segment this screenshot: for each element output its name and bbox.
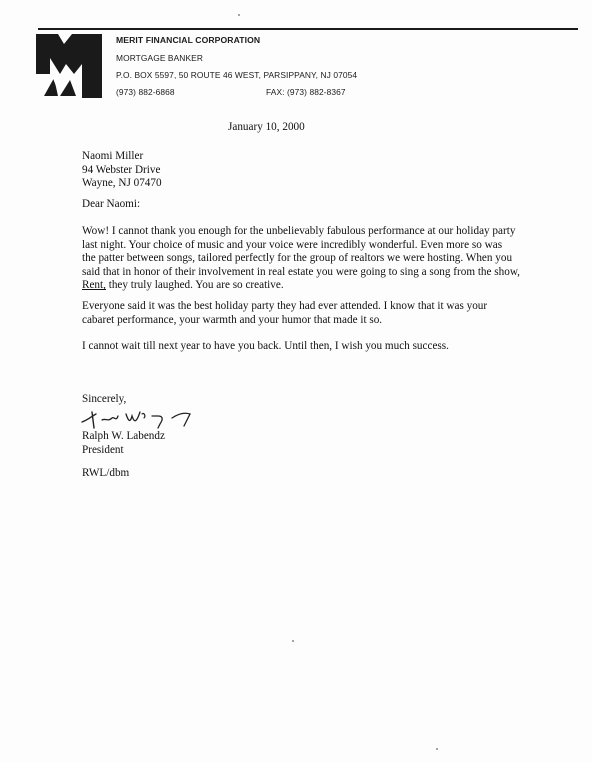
recipient-street: 94 Webster Drive	[82, 163, 161, 176]
recipient-city: Wayne, NJ 07470	[82, 177, 162, 190]
company-phone: (973) 882-6868	[116, 87, 175, 97]
paragraph-2-line-2: cabaret performance, your warmth and your humor that made it so.	[82, 313, 383, 326]
company-fax: FAX: (973) 882-8367	[266, 87, 346, 97]
paragraph-2	[82, 300, 552, 327]
recipient-address	[82, 150, 162, 191]
scan-speck	[436, 748, 438, 750]
letter-date: January 10, 2000	[228, 121, 305, 133]
signer-block	[82, 430, 165, 457]
paragraph-1-line-4: said that in honor of their involvement in real estate you were going to sing a song from the show,	[82, 265, 520, 278]
company-address: P.O. BOX 5597, 50 ROUTE 46 WEST, PARSIPPANY, NJ 07054	[116, 70, 358, 80]
company-name: MERIT FINANCIAL CORPORATION	[116, 35, 261, 45]
paragraph-1-line-3: the patter between songs, tailored perfectly for the group of realtors we were hosting. When you	[82, 252, 513, 265]
signer-title: President	[82, 443, 124, 456]
show-title-rent: Rent,	[82, 279, 106, 292]
paragraph-2-line-1: Everyone said it was the best holiday party they had ever attended. I know that it was your	[82, 300, 488, 312]
scan-speck	[292, 640, 294, 642]
paragraph-1	[82, 225, 552, 293]
closing: Sincerely,	[82, 393, 127, 405]
handwritten-signature-icon	[78, 404, 198, 432]
salutation: Dear Naomi:	[82, 198, 141, 210]
company-subtitle: MORTGAGE BANKER	[116, 53, 203, 63]
letterhead-top-rule	[38, 28, 578, 30]
paragraph-1-line-5	[82, 279, 552, 293]
paragraph-1-line-1: Wow! I cannot thank you enough for the unbelievably fabulous performance at our holiday party	[82, 225, 516, 237]
merit-m-logo-icon	[36, 30, 104, 100]
signer-name: Ralph W. Labendz	[82, 430, 165, 442]
paragraph-1-line-5-rest: they truly laughed. You are so creative.	[105, 279, 284, 292]
paragraph-1-line-2: last night. Your choice of music and your voice were incredibly wonderful. Even more so was	[82, 238, 503, 251]
recipient-name: Naomi Miller	[82, 150, 144, 162]
reference-initials: RWL/dbm	[82, 467, 130, 479]
paragraph-3-line-1: I cannot wait till next year to have you back. Until then, I wish you much success.	[82, 340, 449, 352]
paragraph-3	[82, 340, 552, 354]
scan-speck	[238, 14, 240, 16]
